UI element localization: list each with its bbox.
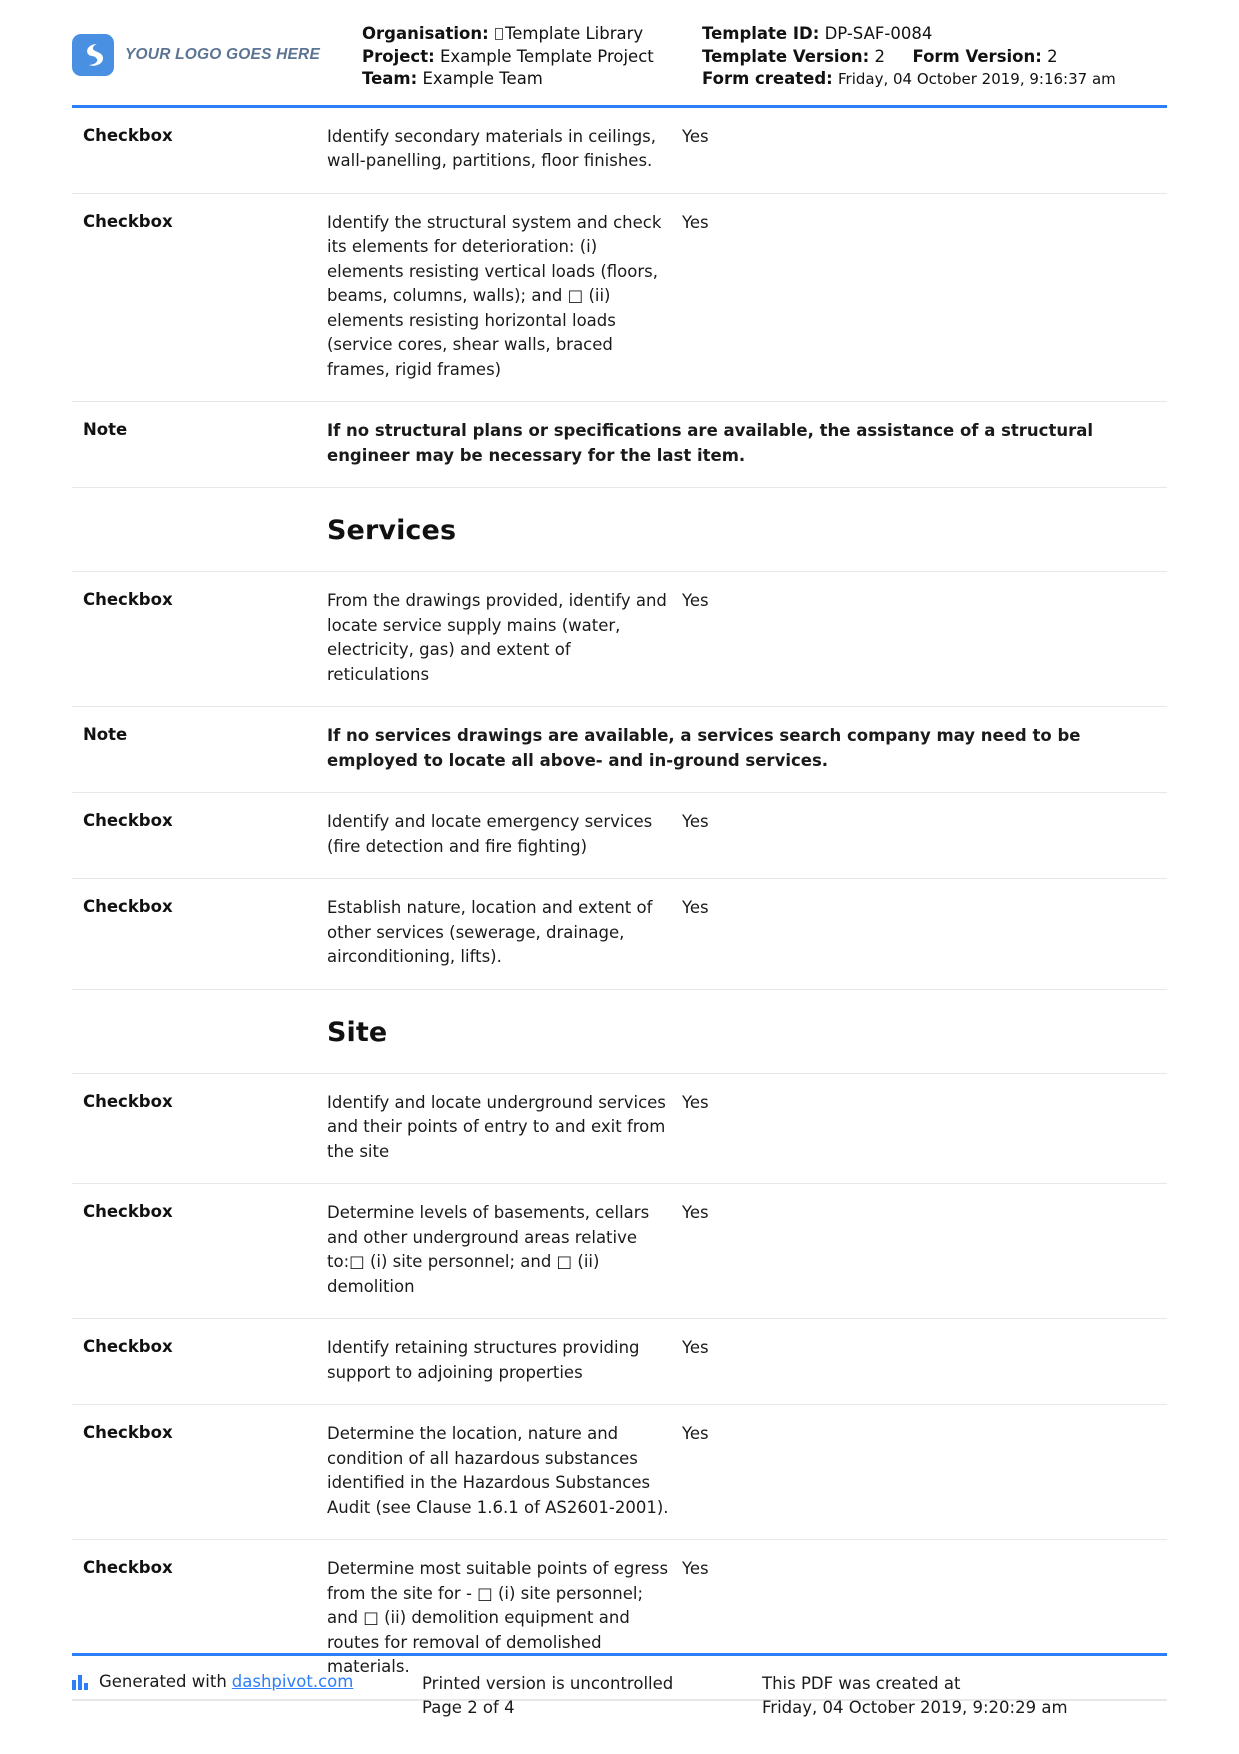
section-spacer	[72, 515, 327, 547]
table-row	[72, 879, 1167, 990]
section-title: Site	[327, 1016, 388, 1048]
row-value: Yes	[682, 591, 709, 610]
row-value: Yes	[682, 212, 709, 232]
footer-generated-with	[72, 1672, 422, 1691]
row-description: Identify the structural system and check its elements for deterioration: (i) elements resisting vertical loads (floors, beams, columns, walls); and □ (ii) elements resisting horizontal loads (service cores, shear walls, braced frames, rigid frames)	[327, 212, 662, 379]
row-value: Yes	[682, 812, 709, 831]
table-row	[72, 793, 1167, 879]
row-description: Determine levels of basements, cellars and other underground areas relative to:□ (i) site personnel; and □ (ii) demolition	[327, 1203, 650, 1296]
row-value: Yes	[682, 1203, 709, 1222]
document-footer	[72, 1653, 1167, 1720]
header-meta-right	[702, 23, 1167, 91]
project-line	[362, 46, 702, 69]
pdf-created-value: Friday, 04 October 2019, 9:20:29 am	[762, 1698, 1068, 1717]
section-spacer	[72, 1017, 327, 1049]
section-header-row	[72, 990, 1167, 1074]
team-label: Team:	[362, 69, 418, 88]
organisation-line	[362, 23, 702, 46]
header-meta	[362, 18, 1167, 91]
bar-chart-icon	[72, 1674, 90, 1690]
row-description: Determine the location, nature and condition of all hazardous substances identified in the Hazardous Substances Audit (see Clause 1.6.1 of AS2601-2001).	[327, 1424, 669, 1517]
row-type-label: Checkbox	[83, 125, 173, 145]
row-value: Yes	[682, 898, 709, 917]
footer-print-notice	[422, 1672, 762, 1720]
form-created-value: Friday, 04 October 2019, 9:16:37 am	[838, 70, 1116, 88]
generated-prefix: Generated with	[99, 1672, 227, 1691]
row-value: Yes	[682, 1338, 709, 1357]
document-header	[72, 0, 1167, 108]
logo-text: YOUR LOGO GOES HERE	[125, 46, 320, 63]
row-type-label: Checkbox	[83, 211, 173, 231]
row-type-label: Checkbox	[83, 590, 173, 609]
row-value: Yes	[682, 1092, 709, 1112]
project-label: Project:	[362, 46, 435, 66]
form-version-value: 2	[1047, 46, 1058, 66]
template-id-line	[702, 23, 1167, 46]
team-value: Example Team	[422, 69, 543, 88]
project-value: Example Template Project	[439, 46, 654, 66]
table-row	[72, 707, 1167, 793]
pdf-created-label: This PDF was created at	[762, 1674, 961, 1693]
table-row	[72, 1184, 1167, 1319]
row-description: Determine most suitable points of egress from the site for - □ (i) site personnel; and □ (ii) demolition equipment and routes for removal of demolished materials.	[327, 1559, 669, 1676]
form-created-label: Form created:	[702, 69, 833, 88]
footer-pdf-created	[762, 1672, 1167, 1720]
row-type-label: Note	[83, 420, 128, 439]
row-description: If no structural plans or specifications are available, the assistance of a structural engineer may be necessary for the last item.	[327, 421, 1094, 465]
logo-block	[72, 18, 362, 76]
missing-glyph-icon	[495, 28, 503, 40]
header-meta-left	[362, 23, 702, 91]
row-type-label: Checkbox	[83, 1423, 173, 1442]
row-description: Identify and locate emergency services (fire detection and fire fighting)	[327, 812, 653, 856]
organisation-value: Template Library	[504, 24, 644, 43]
table-row	[72, 108, 1167, 194]
company-logo-icon	[72, 34, 114, 76]
row-type-label: Checkbox	[83, 1337, 173, 1356]
row-type-label: Checkbox	[83, 1202, 173, 1221]
section-title: Services	[327, 515, 457, 546]
row-value: Yes	[682, 126, 709, 146]
table-row	[72, 572, 1167, 707]
row-type-label: Checkbox	[83, 1558, 173, 1577]
table-row	[72, 1074, 1167, 1185]
row-type-label: Checkbox	[83, 811, 173, 830]
form-rows-table	[72, 108, 1167, 1754]
table-row	[72, 1319, 1167, 1405]
row-description: If no services drawings are available, a services search company may need to be employed to locate all above- and in-ground services.	[327, 726, 1081, 770]
row-description: Identify and locate underground services and their points of entry to and exit from the site	[327, 1092, 666, 1161]
row-value: Yes	[682, 1559, 709, 1578]
dashpivot-link[interactable]: dashpivot.com	[231, 1672, 354, 1691]
template-id-label: Template ID:	[702, 24, 820, 43]
table-row	[72, 402, 1167, 488]
row-type-label: Note	[83, 725, 128, 744]
organisation-label: Organisation:	[362, 24, 489, 43]
page-label: Page 2 of 4	[422, 1698, 515, 1717]
section-header-row	[72, 488, 1167, 572]
template-version-label: Template Version:	[702, 46, 870, 66]
printed-notice: Printed version is uncontrolled	[422, 1674, 674, 1693]
row-type-label: Checkbox	[83, 1091, 173, 1111]
row-description: Identify retaining structures providing support to adjoining properties	[327, 1338, 640, 1382]
row-value: Yes	[682, 1424, 709, 1443]
team-line	[362, 68, 702, 91]
row-type-label: Checkbox	[83, 897, 173, 916]
form-created-line	[702, 68, 1167, 91]
template-version-value: 2	[874, 46, 885, 66]
row-description: Establish nature, location and extent of other services (sewerage, drainage, airconditioning, lifts).	[327, 898, 653, 966]
version-line	[702, 46, 1167, 69]
table-row	[72, 194, 1167, 403]
row-description: From the drawings provided, identify and locate service supply mains (water, electricity, gas) and extent of reticulations	[327, 591, 667, 684]
row-description: Identify secondary materials in ceilings, wall-panelling, partitions, floor finishes.	[327, 126, 657, 170]
form-version-label: Form Version:	[912, 46, 1042, 66]
template-id-value: DP-SAF-0084	[824, 24, 933, 43]
table-row	[72, 1405, 1167, 1540]
